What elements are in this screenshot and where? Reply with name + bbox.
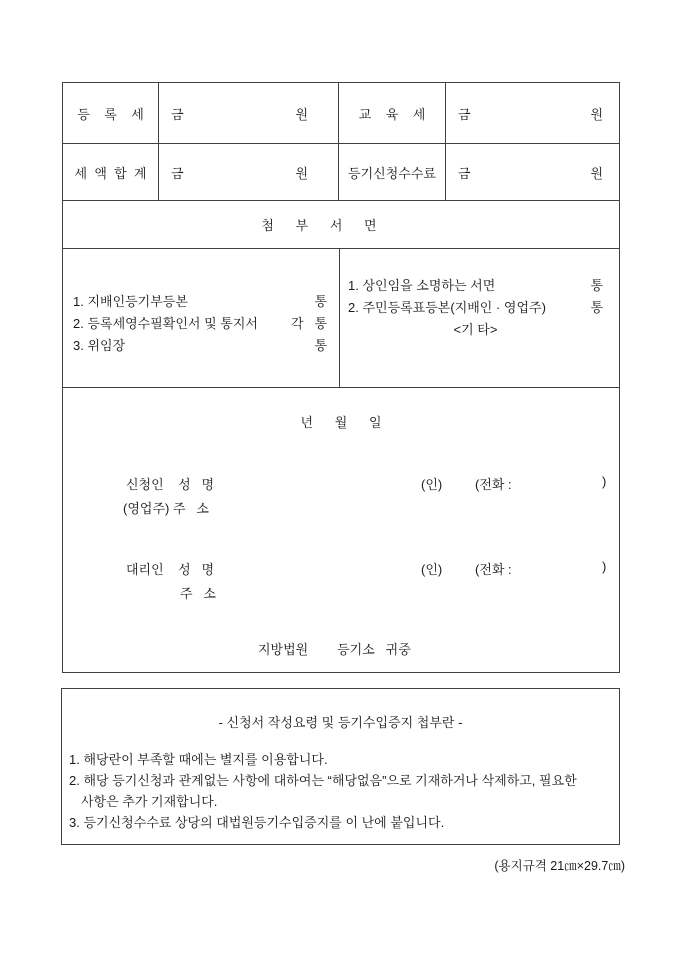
applicant-phone-label: (전화 : [475,477,512,492]
instruction-line: 3. 등기신청수수료 상당의 대법원등기수입증지를 이 난에 붙입니다. [69,815,445,830]
amount-prefix: 금 [458,165,471,181]
paper-size-note: (용지규격 21㎝×29.7㎝) [494,859,625,873]
tax-total-label-cell [63,144,159,200]
tax-total-amount-cell [159,144,339,200]
applicant-name-label: 신청인 성 명 [126,477,215,492]
applicant-seal-mark: (인) [421,477,443,492]
date-line: 년 월 일 [300,415,382,430]
agent-phone-close-paren: ) [602,559,607,574]
registration-tax-label-cell [63,83,159,143]
attachment-item-qty: 통 [590,278,603,293]
attachments-list-row [63,249,619,388]
application-fee-label-cell [339,144,446,200]
amount-suffix: 원 [295,165,308,181]
registration-tax-amount-cell [159,83,339,143]
court-recipient-line: 지방법원 등기소 귀중 [258,642,411,657]
amount-prefix: 금 [458,106,471,122]
attachment-item-text: 2. 주민등록표등본(지배인 · 영업주) [348,300,546,315]
attachment-item-qty: 통 [314,338,327,353]
amount-suffix: 원 [590,165,603,181]
instruction-line-continuation: 사항은 추가 기재합니다. [81,794,218,809]
fee-and-attachment-table [62,82,620,673]
attachment-item-qty: 각 통 [291,316,327,331]
agent-address-label: 주 소 [180,586,216,601]
attachments-left-column [63,249,340,387]
education-tax-amount-cell [446,83,619,143]
amount-suffix: 원 [590,106,603,122]
attachment-item [73,313,327,335]
attachment-item-qty: 통 [314,294,327,309]
attachment-item-text: 1. 지배인등기부등본 [73,294,188,309]
agent-name-label: 대리인 성 명 [126,562,215,577]
agent-seal-mark: (인) [421,562,443,577]
attachment-item [348,297,603,319]
application-fee-amount-cell [446,144,619,200]
attachments-header-cell [63,201,619,248]
instructions-box [61,688,620,845]
attachment-item [73,335,327,357]
attachment-item-qty: 통 [590,300,603,315]
instruction-line: 2. 해당 등기신청과 관계없는 사항에 대하여는 “해당없음”으로 기재하거나 삭제하고, 필요한 [69,773,577,788]
applicant-phone-close-paren: ) [602,474,607,489]
amount-prefix: 금 [171,106,184,122]
attachment-item [348,275,603,297]
applicant-address-label: (영업주) 주 소 [123,501,209,516]
amount-prefix: 금 [171,165,184,181]
agent-phone-label: (전화 : [475,562,512,577]
tax-row-total [63,144,619,201]
instruction-line: 1. 해당란이 부족할 때에는 별지를 이용합니다. [69,752,328,767]
registration-tax-label: 등 록 세 [77,106,144,122]
amount-suffix: 원 [295,106,308,122]
application-fee-label: 등기신청수수료 [348,165,436,181]
attachments-header-label: 첨 부 서 면 [261,218,377,233]
attachments-header-row [63,201,619,249]
attachments-right-column [340,249,619,387]
instructions-title: - 신청서 작성요령 및 등기수입증지 첩부란 - [218,715,463,730]
attachment-item-text: 3. 위임장 [73,338,126,353]
tax-row-registration [63,83,619,144]
tax-total-label: 세 액 합 계 [74,165,147,181]
attachment-item [73,291,327,313]
education-tax-label-cell [339,83,446,143]
attachment-etc-label: <기 타> [453,322,498,337]
attachment-item-text: 2. 등록세영수필확인서 및 통지서 [73,316,258,331]
attachment-item-text: 1. 상인임을 소명하는 서면 [348,278,496,293]
education-tax-label: 교 육 세 [358,106,426,122]
signature-section [63,388,619,672]
